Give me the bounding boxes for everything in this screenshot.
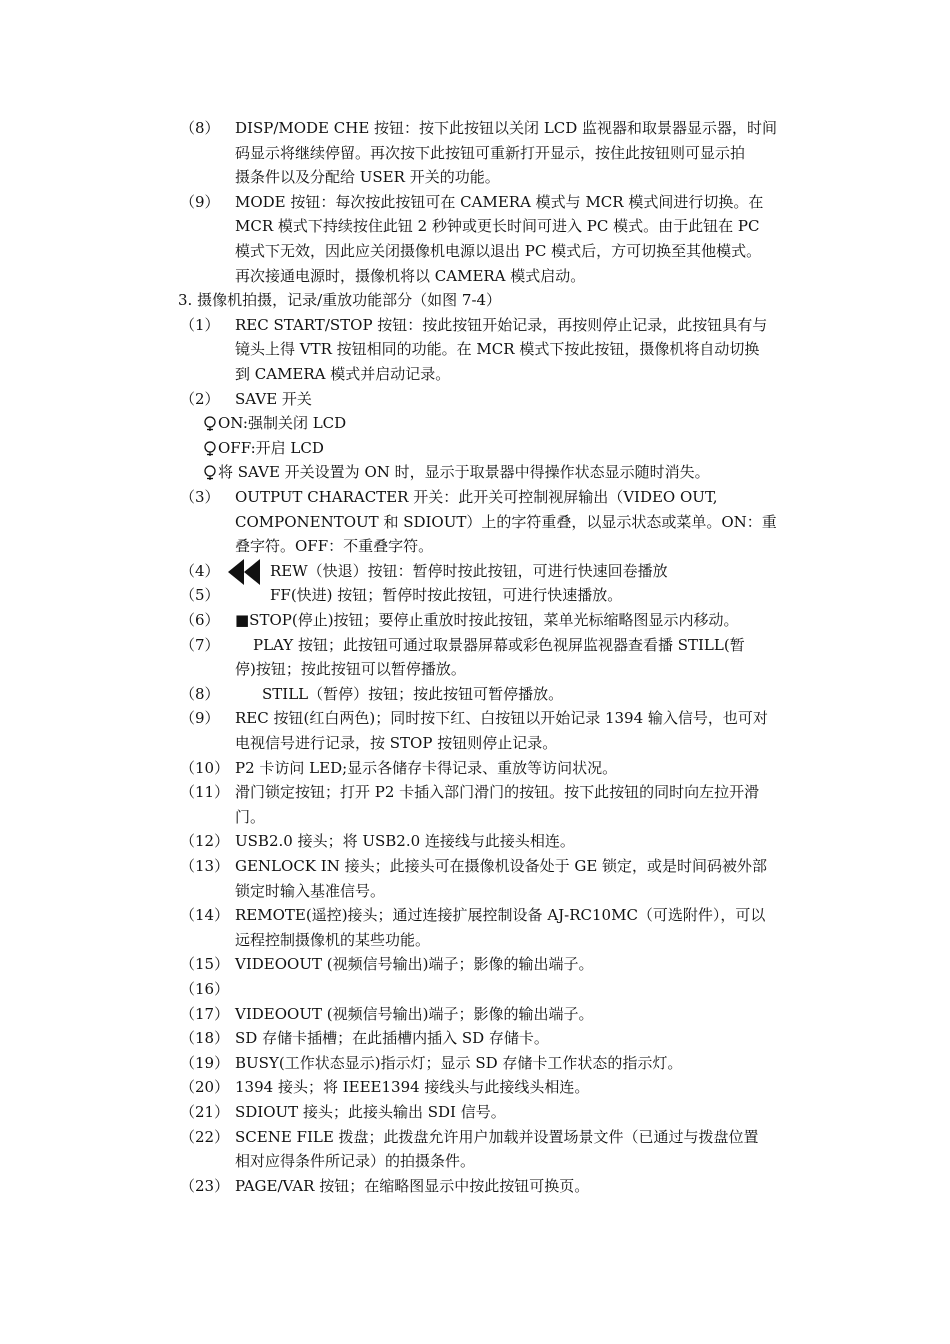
item-text: 相对应得条件所记录）的拍摄条件。 — [235, 1152, 476, 1171]
item-number: （4） — [180, 561, 220, 580]
item-text: OFF:开启 LCD — [218, 438, 324, 457]
item-text: SAVE 开关 — [235, 389, 312, 408]
item-text: 模式下无效，因此应关闭摄像机电源以退出 PC 模式后，方可切换至其他模式。 — [235, 242, 762, 260]
item-text: ■STOP(停止)按钮；要停止重放时按此按钮，菜单光标缩略图显示内移动。 — [235, 611, 739, 629]
item-text: P2 卡访问 LED;显示各储存卡得记录、重放等访问状况。 — [235, 758, 618, 777]
item-text: SCENE FILE 拨盘；此拨盘允许用户加载并设置场景文件（已通过与拨盘位置 — [235, 1127, 759, 1146]
item-text: STILL（暂停）按钮；按此按钮可暂停播放。 — [262, 684, 564, 703]
item-number: （14） — [180, 906, 230, 925]
item-text: 门。 — [235, 807, 266, 826]
item-text: REC START/STOP 按钮：按此按钮开始记录，再按则停止记录，此按钮具有与 — [235, 315, 768, 334]
bullet-icon — [202, 439, 218, 464]
item-text: REC 按钮(红白两色)；同时按下红、白按钮以开始记录 1394 输入信号，也可对 — [235, 709, 768, 728]
item-text: 摄条件以及分配给 USER 开关的功能。 — [235, 168, 500, 187]
item-text: GENLOCK IN 接头；此接头可在摄像机设备处于 GE 锁定，或是时间码被外部 — [235, 857, 768, 875]
item-number: （5） — [180, 586, 220, 605]
item-number: （9） — [180, 709, 220, 728]
item-text: MODE 按钮：每次按此按钮可在 CAMERA 模式与 MCR 模式间进行切换。在 — [235, 192, 764, 211]
item-number: （2） — [180, 389, 220, 408]
item-text: FF(快进) 按钮；暂停时按此按钮，可进行快速播放。 — [270, 586, 623, 605]
item-number: （9） — [180, 192, 220, 211]
item-number: （16） — [180, 980, 230, 998]
item-number: （19） — [180, 1053, 230, 1072]
item-text: 再次接通电源时，摄像机将以 CAMERA 模式启动。 — [235, 266, 586, 285]
rewind-icon — [228, 559, 260, 592]
item-number: （6） — [180, 611, 220, 629]
item-text: DISP/MODE CHE 按钮：按下此按钮以关闭 LCD 监视器和取景器显示器，时间 — [235, 119, 778, 137]
item-text: 叠字符。OFF：不重叠字符。 — [235, 537, 434, 556]
item-text: 将 SAVE 开关设置为 ON 时，显示于取景器中得操作状态显示随时消失。 — [218, 463, 710, 482]
item-text: 滑门锁定按钮；打开 P2 卡插入部门滑门的按钮。按下此按钮的同时向左拉开滑 — [235, 783, 760, 802]
item-text: MCR 模式下持续按住此钮 2 秒钟或更长时间可进入 PC 模式。由于此钮在 PC — [235, 217, 760, 236]
item-number: （20） — [180, 1078, 230, 1097]
item-text: REMOTE(遥控)接头；通过连接扩展控制设备 AJ-RC10MC（可选附件），可以 — [235, 906, 766, 925]
item-number: （8） — [180, 119, 220, 137]
item-text: SD 存储卡插槽；在此插槽内插入 SD 存储卡。 — [235, 1029, 549, 1048]
item-text: 远程控制摄像机的某些功能。 — [235, 930, 431, 949]
item-text: 到 CAMERA 模式并启动记录。 — [235, 365, 451, 383]
item-number: （3） — [180, 488, 220, 506]
item-text: 停)按钮；按此按钮可以暂停播放。 — [235, 660, 466, 679]
item-number: （7） — [180, 635, 220, 654]
item-number: （15） — [180, 955, 230, 974]
item-text: 锁定时输入基准信号。 — [235, 881, 386, 900]
item-number: （10） — [180, 758, 230, 777]
item-text: 电视信号进行记录，按 STOP 按钮则停止记录。 — [235, 734, 558, 752]
item-text: 码显示将继续停留。再次按下此按钮可重新打开显示，按住此按钮则可显示拍 — [235, 143, 746, 162]
item-text: REW（快退）按钮：暂停时按此按钮，可进行快速回卷播放 — [270, 561, 668, 580]
item-number: （13） — [180, 857, 230, 875]
item-number: （11） — [180, 783, 230, 802]
item-text: VIDEOOUT (视频信号输出)端子；影像的输出端子。 — [235, 1004, 594, 1023]
item-text: OUTPUT CHARACTER 开关：此开关可控制视屏输出（VIDEO OUT, — [235, 488, 718, 506]
item-number: （21） — [180, 1103, 230, 1121]
item-text: 镜头上得 VTR 按钮相同的功能。在 MCR 模式下按此按钮，摄像机将自动切换 — [235, 340, 760, 359]
item-number: （17） — [180, 1004, 230, 1023]
bullet-icon — [202, 414, 218, 439]
item-text: ON:强制关闭 LCD — [218, 414, 347, 433]
item-number: （1） — [180, 315, 220, 334]
item-text: VIDEOOUT (视频信号输出)端子；影像的输出端子。 — [235, 955, 594, 974]
item-text: PLAY 按钮；此按钮可通过取景器屏幕或彩色视屏监视器查看播 STILL(暂 — [253, 635, 745, 654]
item-number: （12） — [180, 832, 230, 851]
item-number: （18） — [180, 1029, 230, 1048]
item-text: BUSY(工作状态显示)指示灯；显示 SD 存储卡工作状态的指示灯。 — [235, 1053, 683, 1072]
section-heading-text: 3. 摄像机拍摄，记录/重放功能部分（如图 7-4） — [178, 291, 502, 310]
item-number: （23） — [180, 1176, 230, 1195]
item-number: （22） — [180, 1127, 230, 1146]
item-text: SDIOUT 接头；此接头输出 SDI 信号。 — [235, 1103, 506, 1121]
item-text: COMPONENTOUT 和 SDIOUT）上的字符重叠，以显示状态或菜单。ON：重 — [235, 512, 777, 531]
item-text: USB2.0 接头；将 USB2.0 连接线与此接头相连。 — [235, 832, 575, 851]
item-number: （8） — [180, 684, 220, 703]
item-text: 1394 接头；将 IEEE1394 接线头与此接线头相连。 — [235, 1078, 590, 1097]
item-text: PAGE/VAR 按钮；在缩略图显示中按此按钮可换页。 — [235, 1176, 590, 1195]
